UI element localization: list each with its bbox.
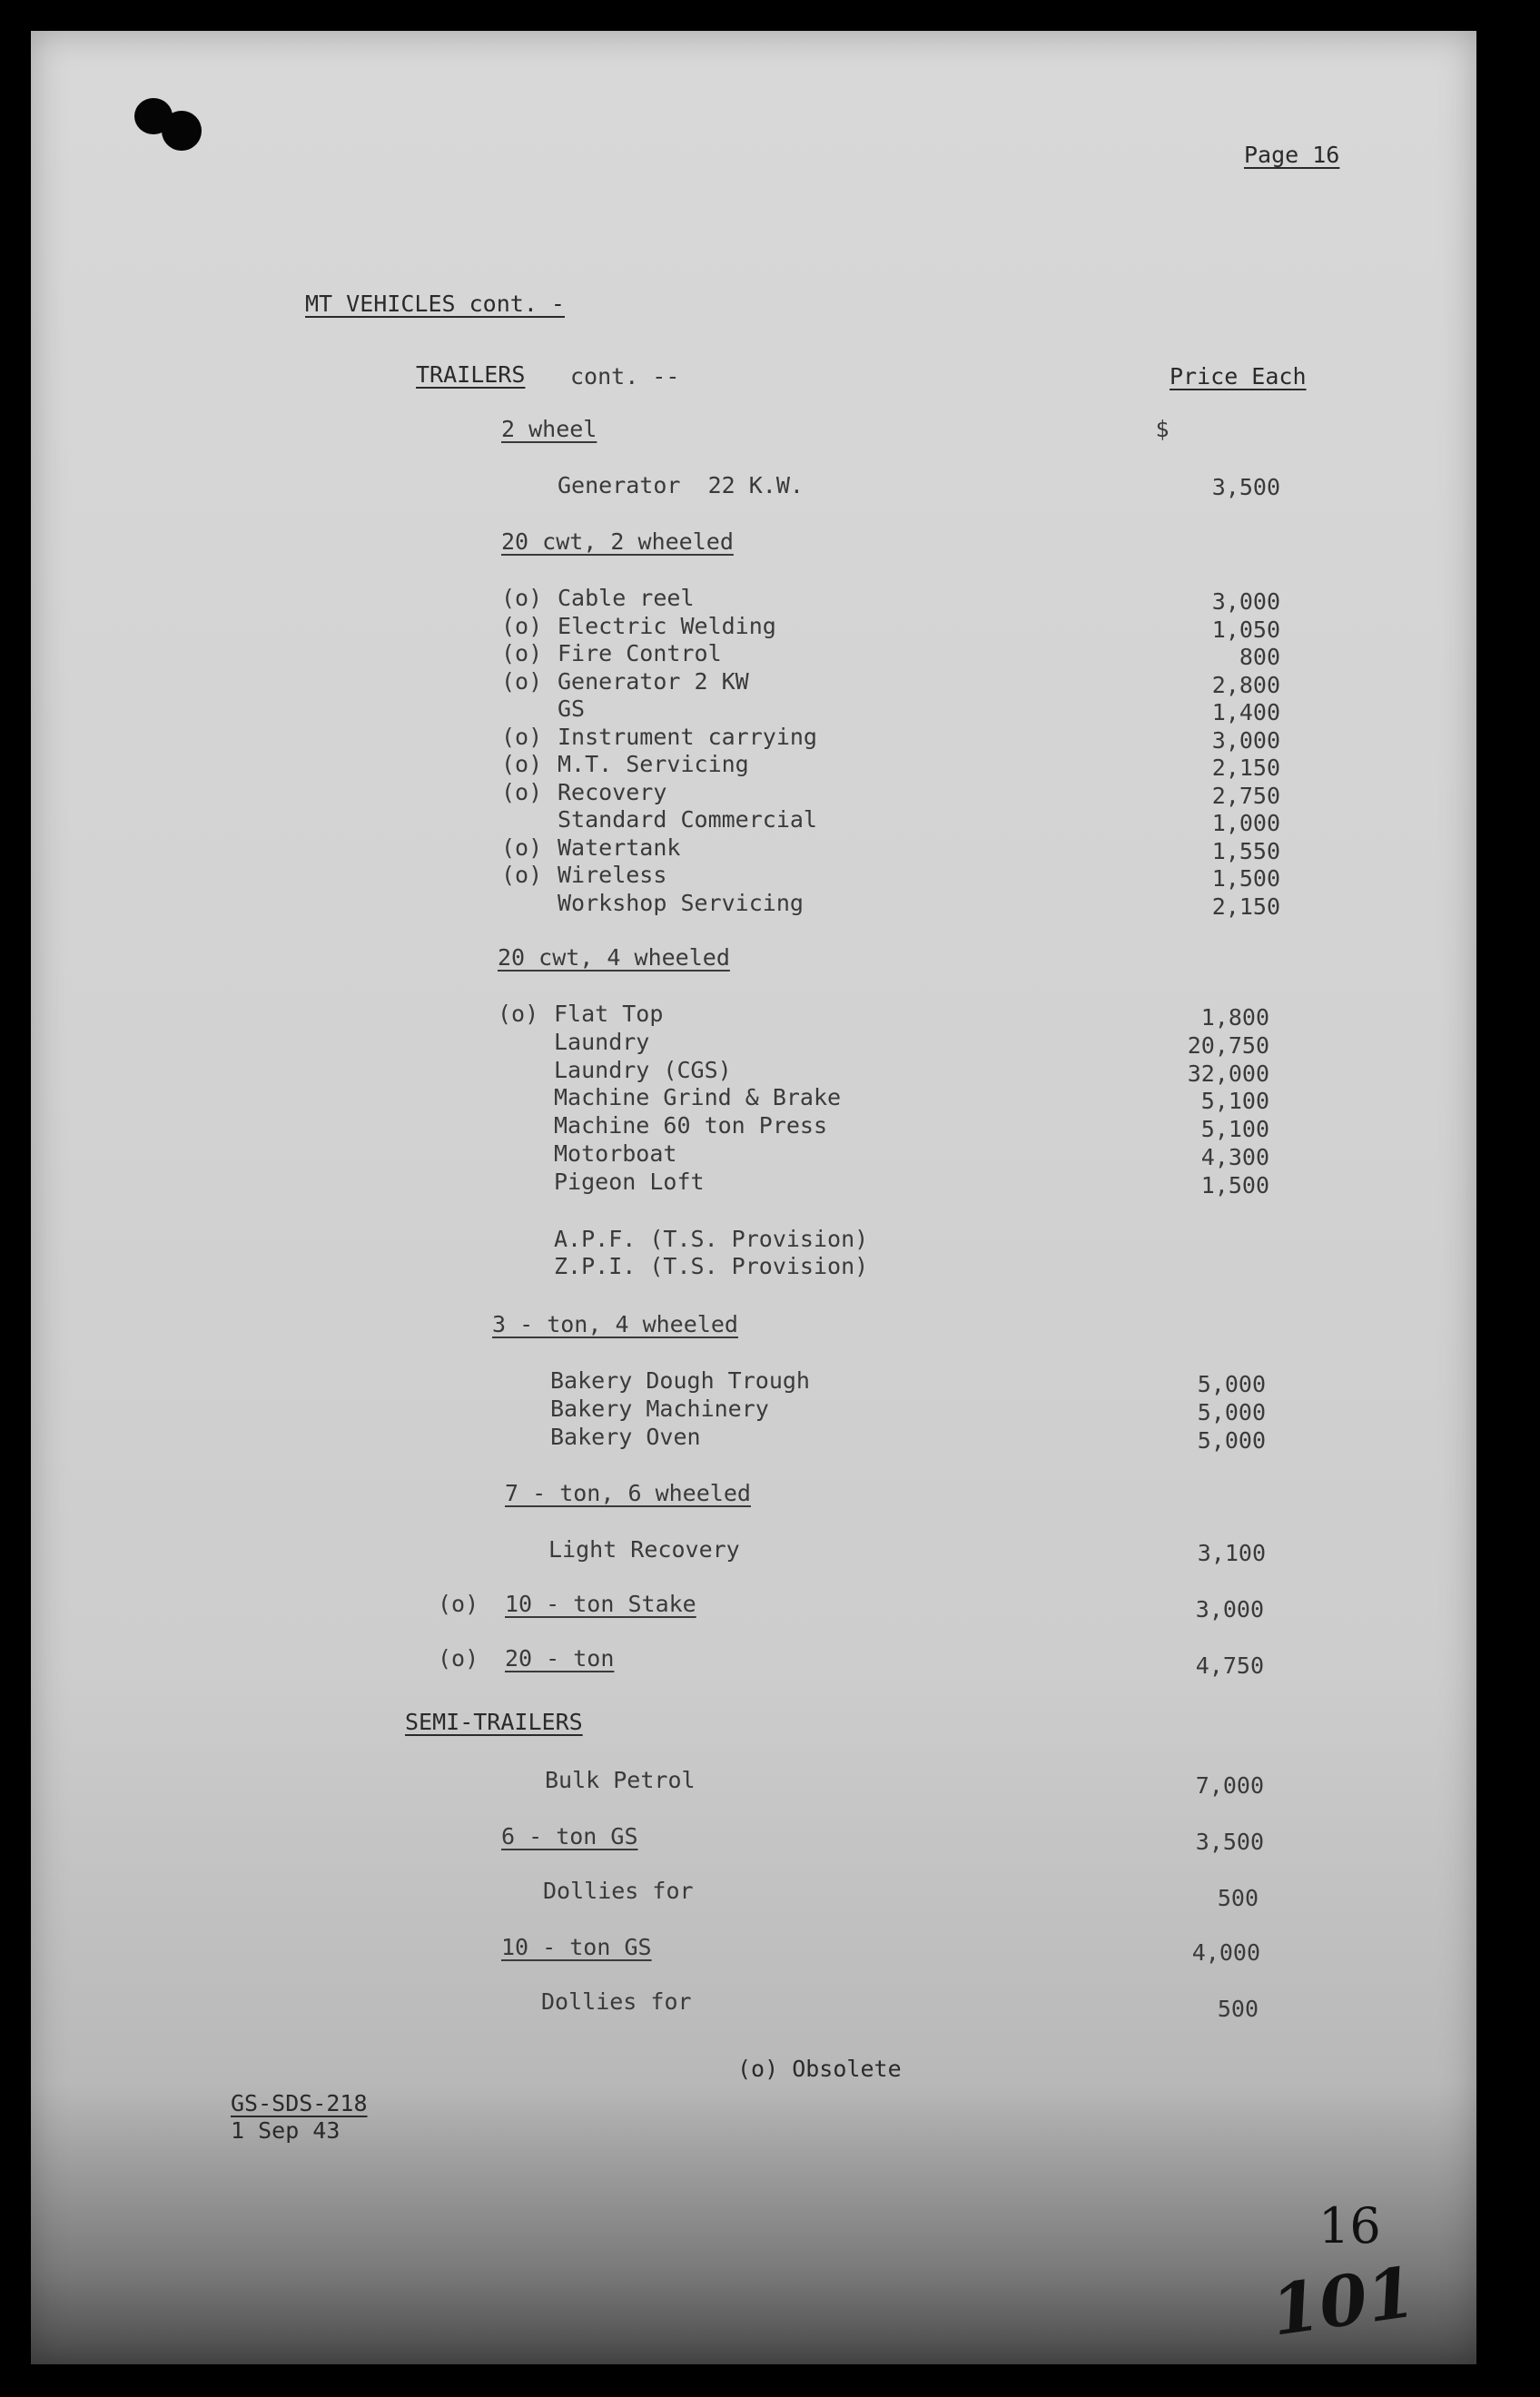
item-name: Generator 2 KW <box>558 667 749 695</box>
item-price: 2,800 <box>1211 671 1280 698</box>
item-name: Wireless <box>558 862 667 888</box>
item-name: Pigeon Loft <box>554 1168 705 1195</box>
item-name: Machine 60 ton Press <box>554 1112 828 1139</box>
item-name: Flat Top <box>554 1001 664 1027</box>
obsolete-mark: (o) <box>498 1001 539 1027</box>
item-name: Motorboat <box>554 1140 677 1167</box>
obsolete-mark: (o) <box>501 751 543 777</box>
item-price: 1,000 <box>1211 810 1280 836</box>
item-price: 3,500 <box>1195 1829 1264 1855</box>
item-name: Bakery Machinery <box>550 1396 769 1422</box>
item-price: 4,000 <box>1191 1939 1260 1966</box>
obsolete-mark: (o) <box>501 862 543 888</box>
item-price: 800 <box>1239 644 1280 670</box>
item-name: Machine Grind & Brake <box>554 1084 842 1111</box>
item-price: 5,000 <box>1197 1399 1266 1425</box>
footnote: (o) Obsolete <box>737 2056 902 2082</box>
item-name: A.P.F. (T.S. Provision) <box>554 1225 869 1252</box>
item-name: Instrument carrying <box>558 723 817 750</box>
obsolete-mark: (o) <box>501 834 543 861</box>
obsolete-mark: (o) <box>501 640 543 666</box>
item-name: Standard Commercial <box>558 806 817 833</box>
section-title: MT VEHICLES cont. - <box>305 291 565 317</box>
group-title: 7 - ton, 6 wheeled <box>505 1480 751 1506</box>
item-price: 2,150 <box>1211 755 1280 781</box>
item-name: Watertank <box>558 834 681 861</box>
item-name: Bakery Oven <box>550 1424 701 1450</box>
ink-blot <box>162 111 202 151</box>
group-title: 10 - ton Stake <box>505 1591 696 1617</box>
obsolete-mark: (o) <box>501 585 543 611</box>
item-price: 5,000 <box>1197 1371 1266 1397</box>
group-title: 20 cwt, 2 wheeled <box>501 528 734 555</box>
obsolete-mark: (o) <box>501 612 543 639</box>
item-price: 7,000 <box>1195 1772 1264 1799</box>
obsolete-mark: (o) <box>438 1591 479 1617</box>
trailers-cont: cont. -- <box>570 363 680 390</box>
item-name: Fire Control <box>558 640 722 666</box>
item-name: Light Recovery <box>548 1536 740 1563</box>
group-title: 20 cwt, 4 wheeled <box>498 944 730 971</box>
item-name: Bulk Petrol <box>545 1767 696 1793</box>
group-title: 2 wheel <box>501 416 597 442</box>
item-price: 3,000 <box>1211 726 1280 754</box>
item-name: Z.P.I. (T.S. Provision) <box>554 1253 869 1280</box>
item-price: 4,750 <box>1195 1652 1264 1679</box>
item-price: 5,100 <box>1200 1116 1269 1143</box>
page-number: Page 16 <box>1244 142 1340 168</box>
trailers-heading: TRAILERS <box>416 361 526 388</box>
item-price: 1,050 <box>1211 616 1280 643</box>
item-name: M.T. Servicing <box>558 751 749 777</box>
obsolete-mark: (o) <box>501 667 543 695</box>
item-name: Dollies for <box>541 1988 692 2015</box>
item-price: 1,800 <box>1200 1004 1269 1031</box>
group-title: 20 - ton <box>505 1645 615 1672</box>
item-price: 3,100 <box>1197 1540 1266 1566</box>
item-price: 500 <box>1217 1996 1259 2022</box>
document-date: 1 Sep 43 <box>231 2117 341 2144</box>
item-price: 3,000 <box>1195 1596 1264 1623</box>
item-name: Recovery <box>558 778 667 805</box>
semi-trailers-heading: SEMI-TRAILERS <box>405 1709 583 1735</box>
item-name: Workshop Servicing <box>558 889 804 916</box>
item-name: Cable reel <box>558 585 695 611</box>
item-price: 3,000 <box>1211 588 1280 615</box>
item-price: 1,500 <box>1211 865 1280 892</box>
handwritten-folio-number: 101 <box>1266 2251 1421 2352</box>
item-price: 500 <box>1217 1885 1259 1911</box>
item-name: Laundry <box>554 1028 650 1055</box>
item-name: Generator 22 K.W. <box>558 472 804 498</box>
item-name: Laundry (CGS) <box>554 1056 732 1083</box>
document-code: GS-SDS-218 <box>231 2090 368 2116</box>
obsolete-mark: (o) <box>501 778 543 805</box>
item-name: Bakery Dough Trough <box>550 1367 810 1394</box>
currency-symbol: $ <box>1155 416 1170 442</box>
group-title: 10 - ton GS <box>501 1934 652 1960</box>
item-price: 32,000 <box>1187 1060 1269 1087</box>
obsolete-mark: (o) <box>501 723 543 750</box>
handwritten-page-number: 16 <box>1318 2197 1381 2254</box>
item-name: Electric Welding <box>558 612 776 639</box>
item-price: 20,750 <box>1187 1031 1269 1059</box>
item-price: 1,550 <box>1211 837 1280 864</box>
item-price: 5,000 <box>1197 1427 1266 1454</box>
item-price: 2,150 <box>1211 893 1280 920</box>
item-price: 2,750 <box>1211 782 1280 809</box>
item-price: 1,400 <box>1211 699 1280 725</box>
group-title: 3 - ton, 4 wheeled <box>492 1311 738 1337</box>
group-title: 6 - ton GS <box>501 1823 638 1850</box>
item-price: 1,500 <box>1200 1171 1269 1198</box>
item-name: GS <box>558 695 586 722</box>
price-header: Price Each <box>1170 363 1307 390</box>
item-price: 4,300 <box>1200 1144 1269 1170</box>
obsolete-mark: (o) <box>438 1645 479 1672</box>
item-name: Dollies for <box>543 1878 694 1904</box>
item-price: 3,500 <box>1211 474 1280 500</box>
item-price: 5,100 <box>1200 1088 1269 1115</box>
